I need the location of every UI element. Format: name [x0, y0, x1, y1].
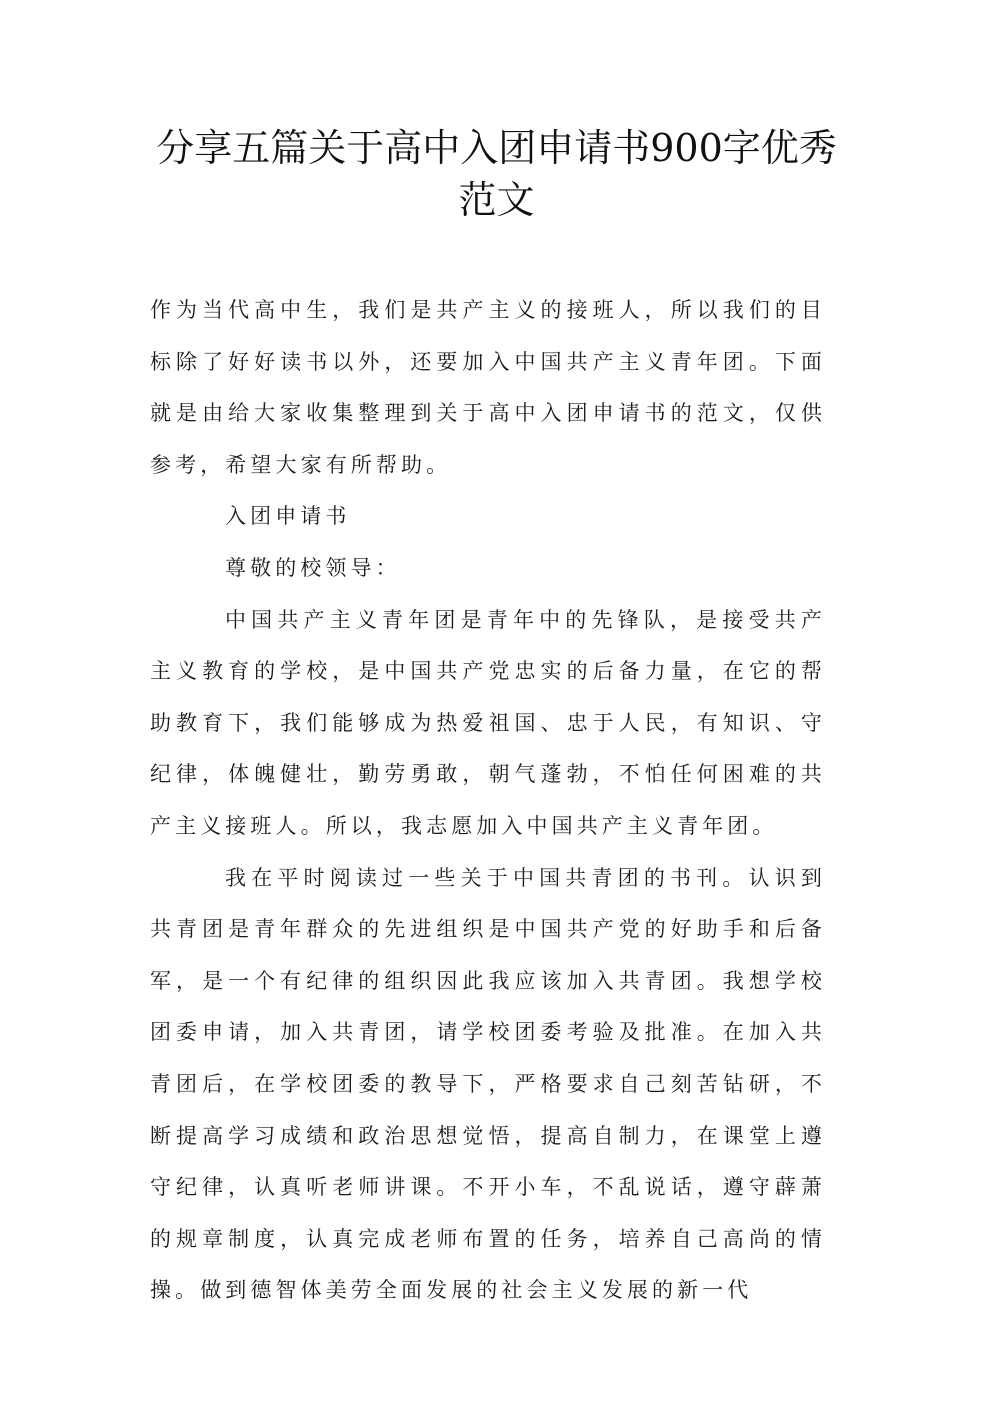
document-body [150, 285, 826, 1317]
document-title: 分享五篇关于高中入团申请书900字优秀范文 [156, 126, 837, 222]
body-paragraph: 我在平时阅读过一些关于中国共青团的书刊。认识到共青团是青年群众的先进组织是中国共产党的好助手和后备军，是一个有纪律的组织因此我应该加入共青团。我想学校团委申请，加入共青团，请学校团委考验及批准。在加入共青团后，在学校团委的教导下，严格要求自己刻苦钻研，不断提高学习成绩和政治思想觉悟，提高自制力，在课堂上遵守纪律，认真听老师讲课。不开小车，不乱说话，遵守薜萧的规章制度，认真完成老师布置的任务，培养自己高尚的情操。做到德智体美劳全面发展的社会主义发展的新一代 [150, 865, 826, 1303]
letter-heading: 入团申请书 [225, 504, 351, 529]
intro-paragraph: 作为当代高中生，我们是共产主义的接班人，所以我们的目标除了好好读书以外，还要加入中国共产主义青年团。下面就是由给大家收集整理到关于高中入团申请书的范文，仅供参考，希望大家有所帮助。 [150, 298, 826, 477]
body-paragraph: 中国共产主义青年团是青年中的先锋队，是接受共产主义教育的学校，是中国共产党忠实的后备力量，在它的帮助教育下，我们能够成为热爱祖国、忠于人民，有知识、守纪律，体魄健壮，勤劳勇敢，朝气蓬勃，不怕任何困难的共产主义接班人。所以，我志愿加入中国共产主义青年团。 [150, 607, 826, 838]
letter-salutation: 尊敬的校领导： [225, 555, 401, 580]
